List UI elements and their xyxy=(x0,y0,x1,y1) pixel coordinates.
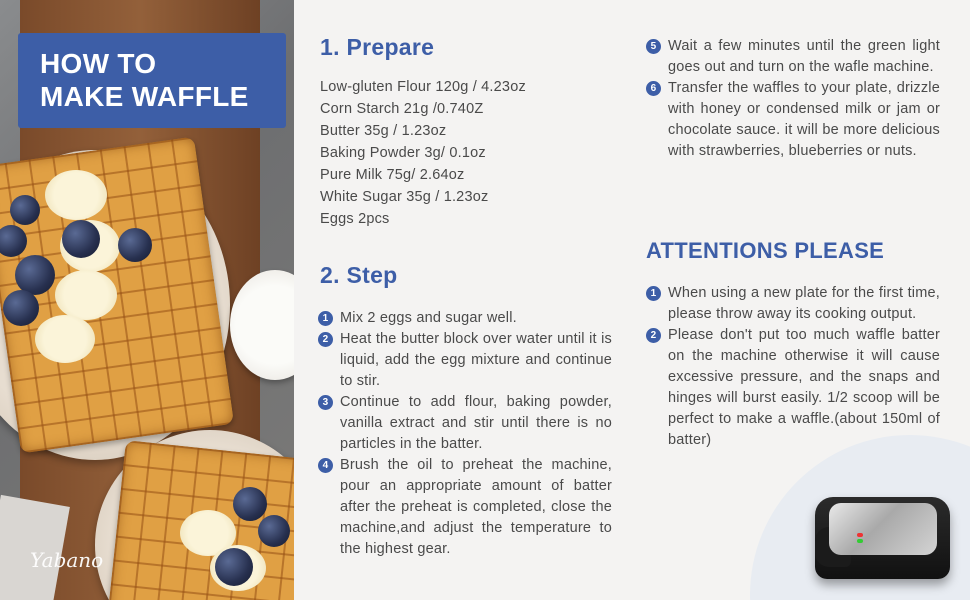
step-heading: 2. Step xyxy=(320,262,398,288)
banana-slice xyxy=(45,170,107,220)
step-text: Heat the butter block over water until it is liquid, add the egg mixture and continue to stir. xyxy=(340,331,612,389)
step-list-left xyxy=(318,308,612,560)
step-number-icon: 4 xyxy=(318,458,333,473)
step-text: Continue to add flour, baking powder, vanilla extract and stir until there is no particles in the batter. xyxy=(340,394,612,452)
banana-slice xyxy=(55,270,117,320)
attention-number-icon: 2 xyxy=(646,328,661,343)
ingredient-item: Low-gluten Flour 120g / 4.23oz xyxy=(320,79,526,95)
waffle-photo xyxy=(0,0,294,600)
step-list-right xyxy=(646,36,940,162)
step-text: Transfer the waffles to your plate, drizzle with honey or condensed milk or jam or chocolate sauce. it will be more delicious with strawberries, blueberries or nuts. xyxy=(668,80,940,159)
ingredient-item: Butter 35g / 1.23oz xyxy=(320,123,447,139)
step-number-icon: 6 xyxy=(646,81,661,96)
blueberry xyxy=(3,290,39,326)
step-text: Brush the oil to preheat the machine, pour an appropriate amount of batter after the preheat is completed, close the machine,and adjust the temperature to the highest gear. xyxy=(340,457,612,557)
banana-slice xyxy=(35,315,95,363)
waffle-maker-image xyxy=(815,497,950,579)
step-text: Wait a few minutes until the green light goes out and turn on the wafle machine. xyxy=(668,38,940,75)
attention-item xyxy=(646,325,940,451)
attention-list xyxy=(646,283,940,451)
blueberry xyxy=(215,548,253,586)
title-line-2: MAKE WAFFLE xyxy=(40,81,249,112)
blueberry xyxy=(118,228,152,262)
step-item xyxy=(318,329,612,392)
title-banner xyxy=(18,33,286,128)
attention-text: Please don't put too much waffle batter on the machine otherwise it will cause excessive pressure, and the snaps and hinges will burst easily. 1/2 scoop will be perfect to make a waffle.(about 150ml of batter) xyxy=(668,327,940,448)
title-line-1: HOW TO xyxy=(40,48,157,79)
blueberry xyxy=(258,515,290,547)
brand-logo: Yabano xyxy=(30,548,104,572)
green-light-icon xyxy=(857,539,863,543)
blueberry xyxy=(15,255,55,295)
step-item xyxy=(318,308,612,329)
step-number-icon: 3 xyxy=(318,395,333,410)
ingredient-list xyxy=(320,76,526,230)
step-number-icon: 2 xyxy=(318,332,333,347)
attention-item xyxy=(646,283,940,325)
ingredient-item: Pure Milk 75g/ 2.64oz xyxy=(320,167,465,183)
ingredient-item: Eggs 2pcs xyxy=(320,211,390,227)
attention-number-icon: 1 xyxy=(646,286,661,301)
step-text: Mix 2 eggs and sugar well. xyxy=(340,310,517,326)
step-number-icon: 5 xyxy=(646,39,661,54)
blueberry xyxy=(233,487,267,521)
attentions-heading: ATTENTIONS PLEASE xyxy=(646,238,885,263)
step-item xyxy=(318,455,612,560)
prepare-heading: 1. Prepare xyxy=(320,34,435,60)
lid xyxy=(829,503,937,555)
blueberry xyxy=(10,195,40,225)
ingredient-item: Corn Starch 21g /0.740Z xyxy=(320,101,484,117)
step-item xyxy=(646,78,940,162)
ingredient-item: White Sugar 35g / 1.23oz xyxy=(320,189,489,205)
step-item xyxy=(318,392,612,455)
blueberry xyxy=(62,220,100,258)
red-light-icon xyxy=(857,533,863,537)
step-number-icon: 1 xyxy=(318,311,333,326)
step-item xyxy=(646,36,940,78)
attention-text: When using a new plate for the first time, please throw away its cooking output. xyxy=(668,285,940,322)
ingredient-item: Baking Powder 3g/ 0.1oz xyxy=(320,145,486,161)
waffle-top xyxy=(0,136,234,453)
